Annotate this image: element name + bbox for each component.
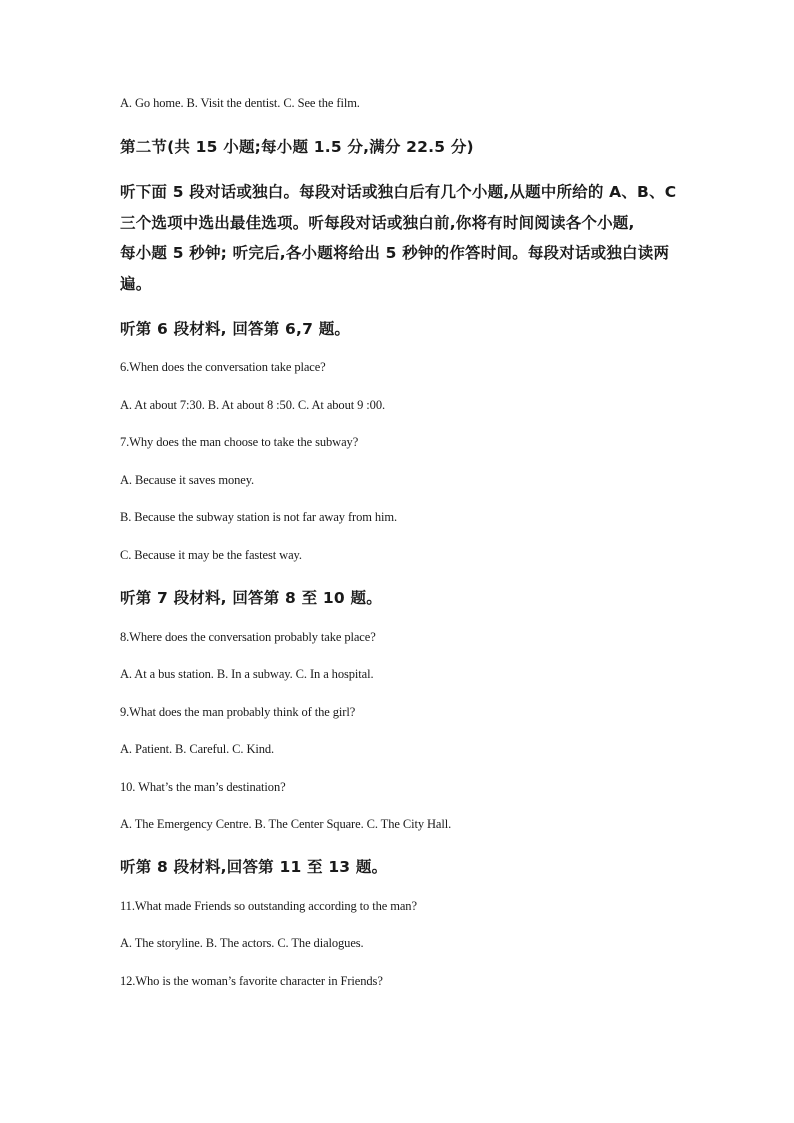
question-11-options: A. The storyline. B. The actors. C. The dialogues.	[120, 936, 364, 950]
question-6: 6.When does the conversation take place?	[120, 360, 326, 374]
question-8-options: A. At a bus station. B. In a subway. C. In a hospital.	[120, 667, 374, 681]
section2-title: 第二节(共 15 小题;每小题 1.5 分,满分 22.5 分)	[120, 138, 474, 156]
question-10-options: A. The Emergency Centre. B. The Center Square. C. The City Hall.	[120, 817, 452, 831]
q5-options: A. Go home. B. Visit the dentist. C. See the film.	[120, 96, 360, 110]
question-7-option-a: A. Because it saves money.	[120, 473, 255, 487]
question-11: 11.What made Friends so outstanding according to the man?	[120, 899, 417, 913]
question-6-options: A. At about 7:30. B. At about 8 :50. C. At about 9 :00.	[120, 398, 385, 412]
question-7-option-b: B. Because the subway station is not far away from him.	[120, 510, 398, 524]
question-9-options: A. Patient. B. Careful. C. Kind.	[120, 742, 275, 756]
material7-heading: 听第 7 段材料, 回答第 8 至 10 题。	[120, 589, 382, 607]
question-7-option-c: C. Because it may be the fastest way.	[120, 548, 302, 562]
instructions-line-3: 每小题 5 秒钟; 听完后,各小题将给出 5 秒钟的作答时间。每段对话或独白读两	[120, 244, 670, 262]
instructions-line-1: 听下面 5 段对话或独白。每段对话或独白后有几个小题,从题中所给的 A、B、C	[120, 183, 677, 201]
question-7: 7.Why does the man choose to take the subway?	[120, 435, 359, 449]
question-8: 8.Where does the conversation probably take place?	[120, 630, 376, 644]
question-12: 12.Who is the woman’s favorite character in Friends?	[120, 974, 383, 988]
question-9: 9.What does the man probably think of the girl?	[120, 705, 356, 719]
material6-heading: 听第 6 段材料, 回答第 6,7 题。	[120, 320, 351, 338]
material8-heading: 听第 8 段材料,回答第 11 至 13 题。	[120, 858, 388, 876]
instructions-line-2: 三个选项中选出最佳选项。听每段对话或独白前,你将有时间阅读各个小题,	[120, 214, 635, 232]
instructions-line-4: 遍。	[120, 275, 152, 293]
question-10: 10. What’s the man’s destination?	[120, 780, 286, 794]
